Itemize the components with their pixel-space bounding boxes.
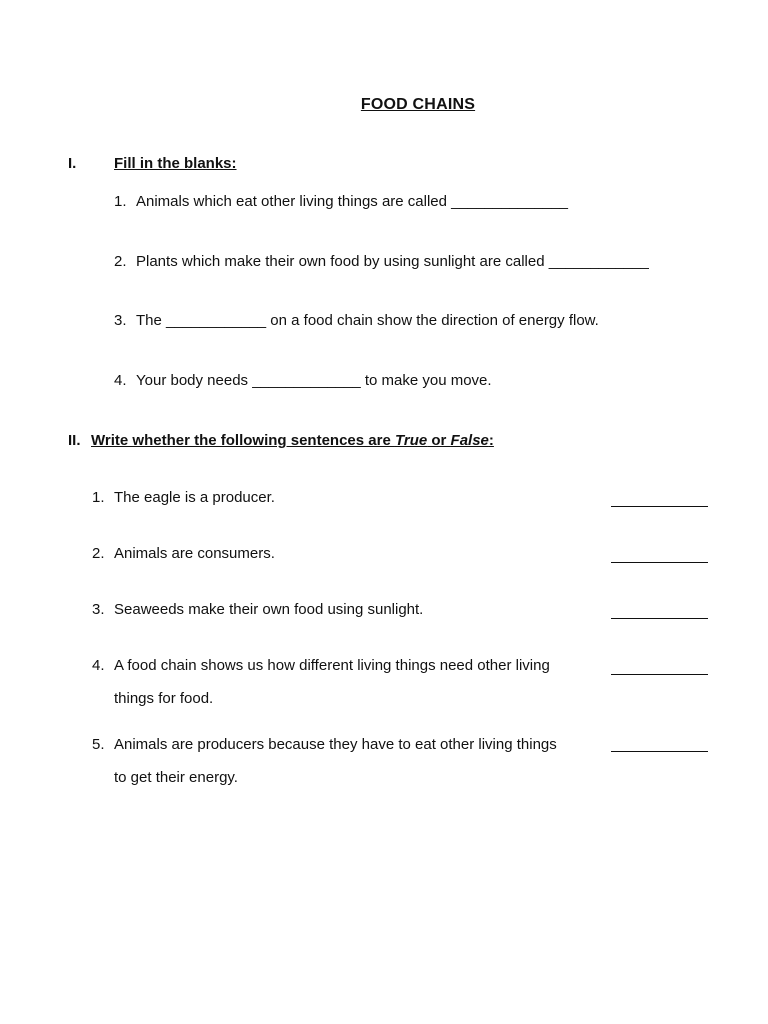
item-text: A food chain shows us how different living things need other living xyxy=(114,657,550,674)
section-1-numeral: I. xyxy=(68,155,77,172)
answer-line-4[interactable] xyxy=(611,674,708,675)
item-number: 1. xyxy=(92,489,105,506)
item-number: 2. xyxy=(114,253,127,270)
heading-false: False xyxy=(450,432,489,449)
item-number: 5. xyxy=(92,736,105,753)
heading-colon: : xyxy=(488,432,494,449)
item-number: 3. xyxy=(114,312,127,329)
item-text: The eagle is a producer. xyxy=(114,489,275,506)
item-text: Seaweeds make their own food using sunlight. xyxy=(114,601,424,618)
heading-or: or xyxy=(427,432,451,449)
item-number: 4. xyxy=(92,657,105,674)
item-number: 2. xyxy=(92,545,105,562)
answer-line-3[interactable] xyxy=(611,618,708,619)
item-5-continuation: to get their energy. xyxy=(114,769,238,786)
item-text: Animals are producers because they have to eat other living things xyxy=(114,736,557,753)
section-2-title xyxy=(91,432,494,449)
answer-line-1[interactable] xyxy=(611,506,708,507)
section-1-title: Fill in the blanks: xyxy=(114,155,237,172)
answer-line-5[interactable] xyxy=(611,751,708,752)
item-text: Your body needs _____________ to make you move. xyxy=(136,372,492,389)
item-number: 3. xyxy=(92,601,105,618)
item-text: Plants which make their own food by using sunlight are called ____________ xyxy=(136,253,649,270)
item-number: 1. xyxy=(114,193,127,210)
answer-line-2[interactable] xyxy=(611,562,708,563)
item-text: Animals which eat other living things are called ______________ xyxy=(136,193,568,210)
heading-true: True xyxy=(394,432,428,449)
item-4-continuation: things for food. xyxy=(114,690,214,707)
heading-text: Write whether the following sentences are xyxy=(91,432,395,449)
section-2-numeral: II. xyxy=(68,432,81,449)
item-number: 4. xyxy=(114,372,127,389)
page-title: FOOD CHAINS xyxy=(360,96,476,113)
item-text: Animals are consumers. xyxy=(114,545,275,562)
item-text: The ____________ on a food chain show the direction of energy flow. xyxy=(136,312,599,329)
